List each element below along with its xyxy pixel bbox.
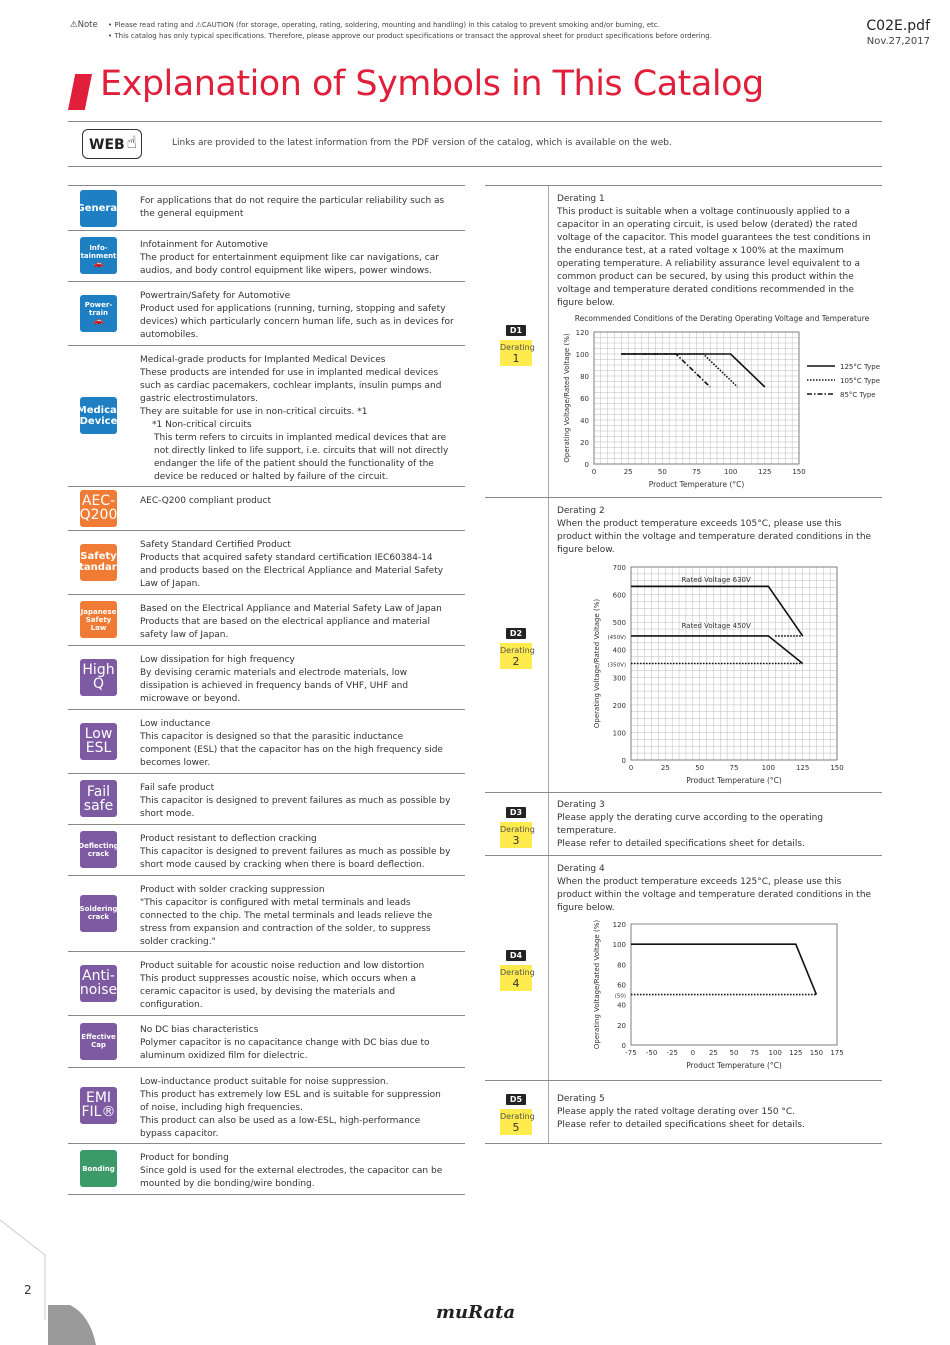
description-line: temperature. [557,826,617,836]
y-tick-label: 20 [580,439,589,447]
divider [68,230,465,231]
description-line: "This capacitor is configured with metal terminals and leads [140,898,411,908]
description-line: ceramic capacitor is used, by devising the materials and [140,987,396,997]
y-tick-label: 100 [612,729,626,738]
description-line: product within the voltage and temperature derated conditions in the [557,532,872,542]
description-line: Derating 4 [557,864,605,874]
description-line: Product suitable for acoustic noise reduction and low distortion [140,961,425,971]
bonding-icon [80,1150,117,1187]
aec-q200-icon [80,490,117,527]
description-line: Infotainment for Automotive [140,240,268,250]
description-line: Polymer capacitor is no capacitance change with DC bias due to [140,1038,430,1048]
x-tick-label: 0 [591,468,597,476]
description-line: Fail safe product [140,783,215,793]
description-line: Please refer to detailed specifications sheet for details. [557,839,805,849]
derating-2-chart [585,560,855,790]
japanese-safety-law-description [140,603,458,642]
x-tick-label: 150 [792,468,806,476]
icon-label: Soldering [79,905,118,913]
description-line: aluminum oxidized film for dielectric. [140,1051,308,1061]
description-line: voltage of the capacitor. This model guarantees the test conditions in [557,233,871,243]
description-line: Please apply the derating curve according to the operating [557,813,824,823]
powertrain-description [140,290,458,342]
icon-label: AEC- [81,493,116,509]
infotainment-description [140,239,458,278]
divider [68,281,465,282]
icon-label: Info- [89,243,108,252]
derating-box [500,643,535,669]
description-line: They are suitable for use in non-critical circuits. *1 [140,407,368,417]
description-line: and products based on the Electrical Appliance and Material Safety [140,566,444,576]
doc-date: Nov.27,2017 [866,36,930,47]
icon-label: Effective [81,1033,116,1041]
car-icon: 🚗 [93,258,104,268]
divider [68,1015,465,1016]
x-tick-label: -25 [666,1049,678,1057]
deflecting-crack-icon [80,831,117,868]
aec-q200-description [140,495,458,508]
derating-box [500,965,535,991]
icon-label: Fail [86,783,111,800]
x-tick-label: 50 [657,468,667,476]
description-line: By devising ceramic materials and electrode materials, low [140,668,408,678]
icon-label: crack [87,913,110,921]
divider [68,1143,465,1144]
icon-label: Safety [80,551,117,562]
icon-label: General [76,202,121,214]
description-line: configuration. [140,1000,203,1010]
description-line: voltage and temperature derated conditions recommended in the [557,285,854,295]
description-line: the endurance test, at a rated voltage x 100% at the maximum [557,246,844,256]
footnote-line: not directly linked to life support, i.e. circuits that will not directly [154,446,449,456]
y-tick-label: 20 [617,1021,626,1030]
divider [68,530,465,531]
x-tick-label: 25 [660,764,670,772]
anti-noise-icon [80,965,117,1002]
footnote-line: This term refers to circuits in implanted medical devices that are [154,433,447,443]
description-line: Medical-grade products for Implanted Medical Devices [140,355,386,365]
description-line: operating temperature. A reliability assurance level equivalent to a [557,259,861,269]
description-line: Powertrain/Safety for Automotive [140,291,291,301]
x-tick-label: 100 [723,468,738,476]
high-q-icon [80,659,117,696]
derating-code: D4 [506,950,526,961]
x-tick-label: 150 [830,764,844,772]
description-line: figure below. [557,298,615,308]
description-line: Product resistant to deflection cracking [140,834,317,844]
derating-code: D5 [506,1094,526,1105]
footnote-title: *1 Non-critical circuits [152,420,252,430]
powertrain-icon [80,295,117,332]
description-line: becomes lower. [140,758,211,768]
medical-device-icon [76,397,121,434]
description-line: of noise, including high frequencies. [140,1103,303,1113]
divider [68,185,465,186]
description-line: figure below. [557,903,615,913]
note-label: ⚠Note [70,20,98,30]
description-line: devices) which particularly concern human life, such as in devices for [140,317,454,327]
plot-frame [631,924,837,1045]
note-line: • This catalog has only typical specifications. Therefore, please approve our product specifications or transact the approval sheet for product specifications before ordering. [108,32,712,40]
soldering-crack-icon [80,895,117,932]
description-line: stress from expansion and contraction of the solder, to suppress [140,924,431,934]
description-line: This product has extremely low ESL and is suitable for suppression [140,1090,441,1100]
description-line: mounted by die bonding/wire bonding. [140,1179,315,1189]
y-tick-extra: (50) [614,993,626,1000]
legend-label: 125°C Type [840,363,881,371]
x-tick-label: 50 [729,1049,739,1057]
x-tick-label: 0 [628,764,634,772]
page-edge-decoration [0,1210,60,1320]
x-axis-label: Product Temperature (°C) [648,480,745,489]
y-tick-label: 300 [612,674,626,683]
page-number: 2 [24,1283,32,1297]
description-line: This product can also be used as a low-ESL, high-performance [140,1116,421,1126]
emi-fil-description [140,1076,458,1141]
general-icon [76,190,121,227]
y-tick-label: 40 [580,417,589,425]
description-line: Since gold is used for the external electrodes, the capacitor can be [140,1166,443,1176]
divider [68,951,465,952]
description-line: AEC-Q200 compliant product [140,496,271,506]
divider [485,185,882,186]
y-tick-label: 60 [580,395,589,403]
x-axis-label: Product Temperature (°C) [686,1061,782,1070]
icon-label: Safety [85,615,112,624]
derating-label: Derating [500,646,535,655]
description-line: the general equipment [140,209,244,219]
icon-label: Japanese [80,607,117,616]
icon-label: Q [92,676,105,692]
derating-1-chart [557,312,887,497]
y-tick-label: 200 [612,701,626,710]
icon-label: ESL [85,740,112,756]
icon-label: train [89,309,108,317]
description-line: common product can be secured, by using this product within the [557,272,854,282]
icon-label: standard [73,562,124,573]
icon-label: noise [79,982,118,998]
icon-label: Power- [84,301,113,309]
description-line: figure below. [557,545,615,555]
derating-label: Derating [500,1112,535,1121]
x-tick-label: 25 [623,468,633,476]
description-line: When the product temperature exceeds 125°C, please use this [557,877,842,887]
y-tick-label: 100 [612,941,626,950]
series-line-1 [631,944,816,994]
low-esl-icon [80,723,117,760]
divider [68,1194,465,1195]
y-tick-label: 100 [575,351,589,359]
hand-pointer-icon: ☝ [126,133,137,153]
page-title: Explanation of Symbols in This Catalog [100,64,764,104]
y-tick-label: 60 [617,981,626,990]
y-axis-label: Operating Voltage/Rated Voltage (%) [563,333,571,463]
icon-label: EMI [85,1090,112,1106]
derating-box [500,340,535,366]
description-line: Product used for applications (running, turning, stopping and safety [140,304,446,314]
icon-label: FIL® [81,1104,116,1120]
y-tick-label: 500 [612,619,626,628]
legend-label: 85°C Type [840,391,876,399]
derating-1-badge [500,318,535,366]
derating-number: 1 [512,352,520,365]
description-line: microwave or beyond. [140,694,241,704]
x-tick-label: 125 [795,764,810,772]
description-line: Product for bonding [140,1153,229,1163]
divider [68,824,465,825]
description-line: Safety Standard Certified Product [140,540,291,550]
annotation: Rated Voltage 450V [681,621,751,630]
description-line: Product with solder cracking suppression [140,885,325,895]
infotainment-icon [80,237,117,274]
x-tick-label: 100 [768,1049,782,1057]
y-tick-label: 0 [621,1042,626,1050]
description-line: dissipation is achieved in frequency bands of VHF, UHF and [140,681,409,691]
description-line: automobiles. [140,330,199,340]
description-line: safety law of Japan. [140,630,229,640]
description-line: This capacitor is designed to prevent failures as much as possible by [140,847,451,857]
description-line: No DC bias characteristics [140,1025,259,1035]
effective-cap-description [140,1024,458,1063]
y-tick-label: 120 [612,921,626,929]
derating-5-description [557,1093,882,1132]
description-line: connected to the chip. The metal terminals and leads relieve the [140,911,433,921]
description-line: Products that acquired safety standard certification IEC60384-14 [140,553,433,563]
general-description [140,195,458,221]
description-line: Derating 2 [557,506,605,516]
x-tick-label: -75 [625,1049,637,1057]
divider [485,1080,882,1081]
description-line: audios, and body control equipment like wipers, power windows. [140,266,432,276]
low-esl-description [140,718,458,770]
icon-label: Medical [76,404,121,416]
x-tick-label: 75 [729,764,739,772]
x-tick-label: 175 [830,1049,844,1057]
legend-label: 105°C Type [840,377,881,385]
high-q-description [140,654,458,706]
icon-label: Anti- [82,968,115,984]
x-tick-label: 0 [690,1049,696,1057]
divider [68,1067,465,1068]
murata-logo: muRata [436,1302,516,1323]
icon-label: High [82,662,115,678]
divider [68,709,465,710]
derating-5-badge [500,1087,535,1135]
derating-4-chart [585,918,855,1078]
web-badge-label: WEB [89,137,125,153]
derating-code: D1 [506,325,526,336]
x-tick-label: 150 [809,1049,824,1057]
y-tick-extra: (350V) [607,662,626,669]
x-tick-label: 25 [708,1049,718,1057]
description-line: such as cardiac pacemakers, cochlear implants, insulin pumps and [140,381,442,391]
divider [485,497,882,498]
derating-label: Derating [500,343,535,352]
icon-label: crack [87,849,110,858]
derating-number: 4 [512,977,520,990]
y-tick-label: 400 [612,646,626,655]
y-tick-label: 120 [575,329,589,337]
derating-label: Derating [500,825,535,834]
note-line: • Please read rating and ⚠CAUTION (for storage, operating, rating, soldering, mounting and handling) in this catalog to prevent smoking and/or burning, etc. [108,21,660,29]
icon-label: Bonding [82,1164,115,1173]
x-tick-label: 50 [695,764,705,772]
description-line: Derating 5 [557,1094,605,1104]
catalog-note [70,20,712,42]
x-tick-label: 125 [758,468,772,476]
doc-filename: C02E.pdf [866,18,930,34]
effective-cap-icon [80,1023,117,1060]
safety-standard-description [140,539,458,591]
x-tick-label: 125 [789,1049,803,1057]
derating-number: 5 [512,1121,520,1134]
description-line: Low-inductance product suitable for noise suppression. [140,1077,389,1087]
deflecting-crack-description [140,833,458,872]
description-line: Derating 1 [557,194,605,204]
y-axis-label: Operating Voltage/Rated Voltage (%) [593,598,601,729]
divider [68,166,882,167]
description-line: This product is suitable when a voltage continuously applied to a [557,207,851,217]
description-line: Products that are based on the electrical appliance and material [140,617,430,627]
y-tick-label: 600 [612,591,626,600]
description-line: product within the voltage and temperature derated conditions in the [557,890,872,900]
description-line: gastric electrostimulators. [140,394,259,404]
description-line: short mode caused by cracking when there is board deflection. [140,860,425,870]
derating-4-badge [500,943,535,991]
x-axis-label: Product Temperature (°C) [686,776,782,785]
description-line: These products are intended for use in implanted medical devices [140,368,439,378]
y-axis-label: Operating Voltage/Rated Voltage (%) [593,919,601,1050]
derating-3-description [557,799,882,851]
divider [485,1143,882,1144]
derating-box [500,822,535,848]
soldering-crack-description [140,884,458,949]
x-tick-label: 75 [750,1049,760,1057]
description-line: Based on the Electrical Appliance and Material Safety Law of Japan [140,604,442,614]
y-tick-label: 700 [612,564,626,572]
description-line: The product for entertainment equipment like car navigations, car [140,253,439,263]
description-line: solder cracking." [140,937,216,947]
y-tick-label: 40 [617,1001,626,1010]
icon-label: Device [79,415,118,427]
annotation: Rated Voltage 630V [681,575,751,584]
emi-fil-icon [80,1087,117,1124]
y-tick-label: 80 [617,961,626,970]
icon-label: tainment [80,251,117,260]
car-icon: 🚗 [93,316,104,325]
japanese-safety-law-icon [80,601,117,638]
y-tick-label: 0 [584,461,589,469]
divider [485,855,882,856]
derating-4-description [557,863,882,915]
x-tick-label: 75 [692,468,701,476]
divider [68,345,465,346]
web-description: Links are provided to the latest information from the PDF version of the catalog, which is available on the web. [172,138,672,148]
derating-number: 3 [512,834,520,847]
divider [68,773,465,774]
description-line: This capacitor is designed to prevent failures as much as possible by [140,796,451,806]
icon-label: Deflecting [78,841,119,850]
icon-label: Cap [91,1041,106,1049]
y-tick-label: 80 [580,373,589,381]
divider [68,645,465,646]
icon-label: Low [84,726,113,742]
medical-device-description [140,354,458,484]
description-line: component (ESL) that the capacitor has on the high frequency side [140,745,443,755]
description-line: Law of Japan. [140,579,201,589]
anti-noise-description [140,960,458,1012]
description-line: short mode. [140,809,195,819]
description-line: For applications that do not require the particular reliability such as [140,196,445,206]
fail-safe-icon [80,780,117,817]
derating-box [500,1109,535,1135]
x-tick-label: 100 [761,764,776,772]
derating-1-description [557,193,882,310]
column-divider [548,186,549,1143]
description-line: Derating 3 [557,800,605,810]
derating-3-badge [500,800,535,848]
fail-safe-description [140,782,458,821]
safety-standard-icon [73,544,124,581]
description-line: Please refer to detailed specifications sheet for details. [557,1120,805,1130]
description-line: capacitor in an operating circuit, is used below (derated) the rated [557,220,858,230]
y-tick-extra: (450V) [607,634,626,641]
description-line: When the product temperature exceeds 105°C, please use this [557,519,842,529]
bonding-description [140,1152,458,1191]
divider [68,121,882,122]
derating-number: 2 [512,655,520,668]
derating-2-badge [500,621,535,669]
description-line: bypass capacitor. [140,1129,219,1139]
derating-2-description [557,505,882,557]
description-line: Please apply the rated voltage derating over 150 °C. [557,1107,796,1117]
divider [485,792,882,793]
y-tick-label: 0 [621,757,626,765]
divider [68,875,465,876]
footnote-line: device be reduced or halted by failure of the circuit. [154,472,389,482]
derating-code: D2 [506,628,526,639]
derating-label: Derating [500,968,535,977]
x-tick-label: -50 [645,1049,658,1057]
divider [68,594,465,595]
description-line: This capacitor is designed so that the parasitic inductance [140,732,404,742]
derating-code: D3 [506,807,526,818]
chart-title: Recommended Conditions of the Derating Operating Voltage and Temperature [574,314,870,323]
doc-id [866,18,930,47]
description-line: This product suppresses acoustic noise, which occurs when a [140,974,417,984]
icon-label: Q200 [79,507,118,523]
description-line: Low dissipation for high frequency [140,655,295,665]
icon-label: safe [83,797,114,814]
icon-label: Law [90,623,107,632]
footnote-line: endanger the life of the patient should the functionality of the [154,459,434,469]
title-flag-icon [68,74,92,110]
description-line: Low inductance [140,719,211,729]
divider [68,486,465,487]
web-badge[interactable] [82,129,142,159]
